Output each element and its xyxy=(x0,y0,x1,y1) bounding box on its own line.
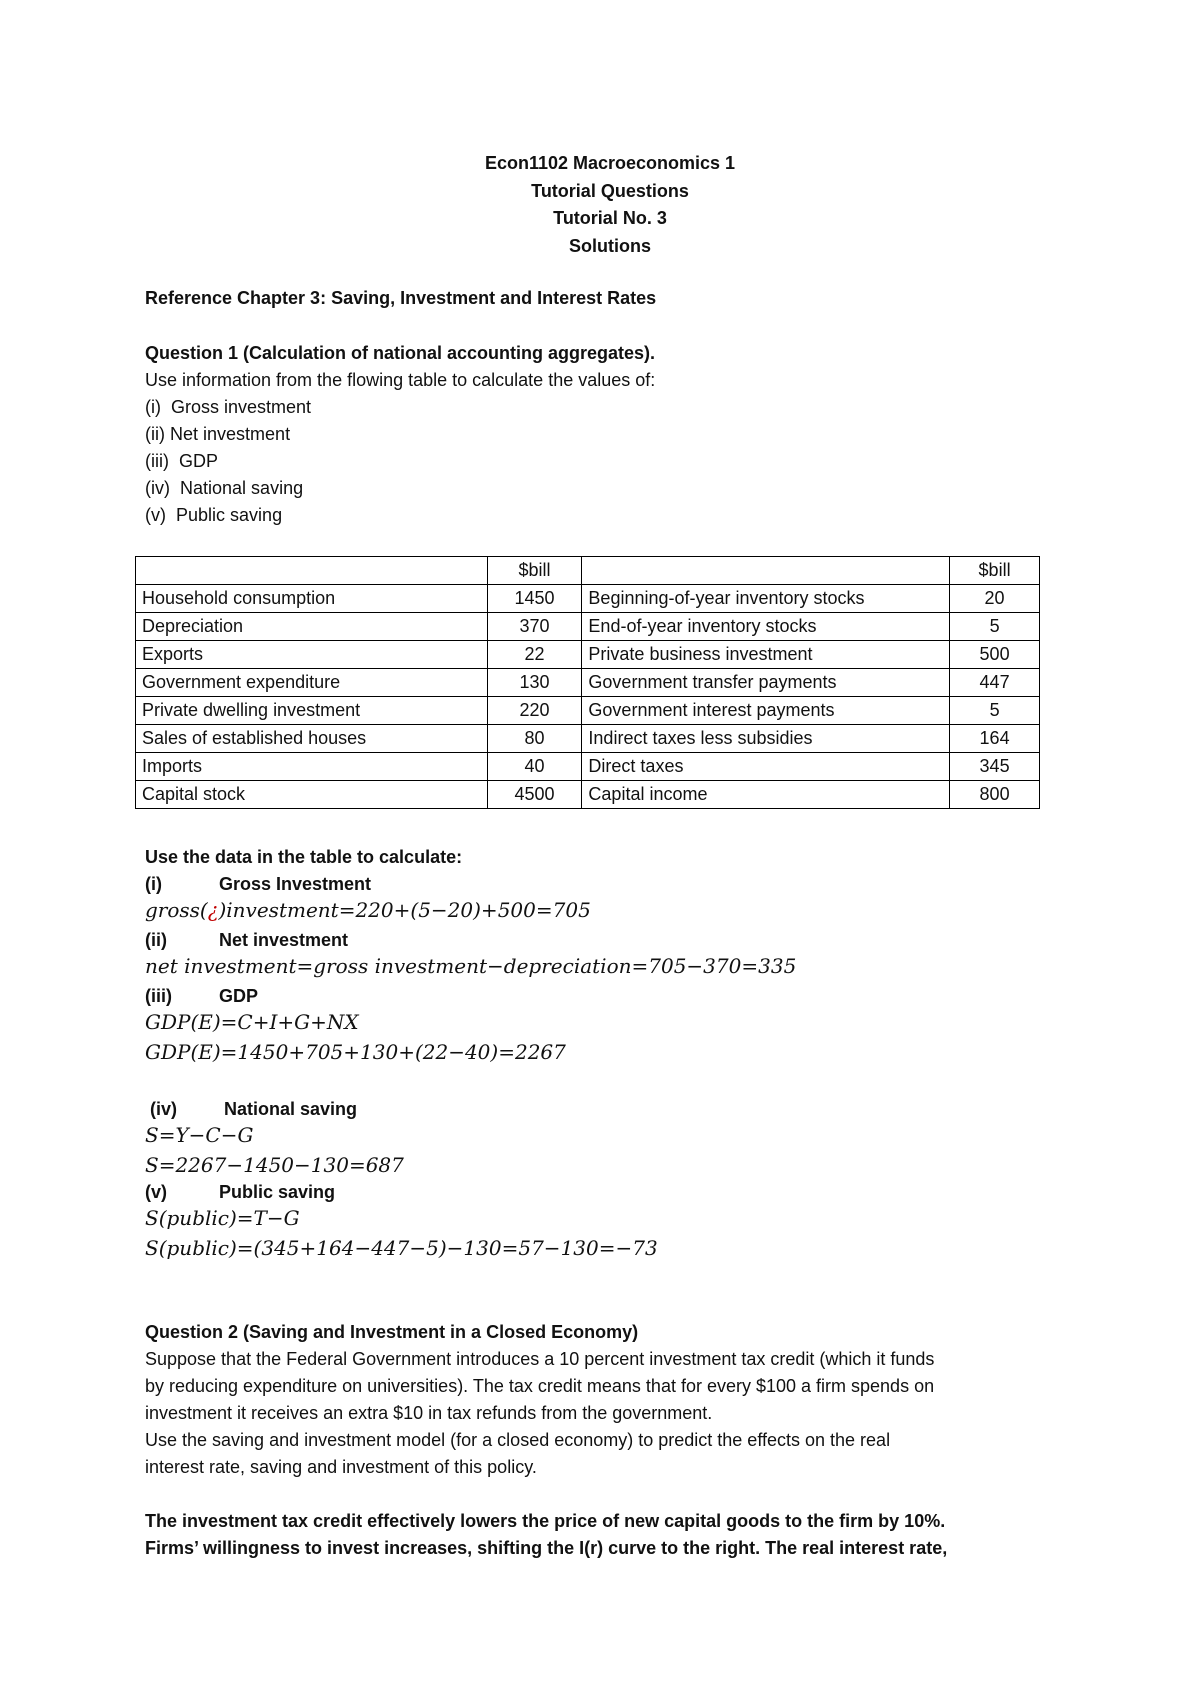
gdp-calculation: GDP(E)=1450+705+130+(22−40)=2267 xyxy=(145,1040,566,1064)
table-row xyxy=(136,669,1040,697)
solution-title: Public saving xyxy=(219,1182,336,1202)
solution-heading xyxy=(145,872,371,896)
row-label: Sales of established houses xyxy=(136,725,488,753)
solution-num: (ii) xyxy=(145,930,167,950)
course-title: Econ1102 Macroeconomics 1 xyxy=(484,153,736,173)
q1-item-num: (v) xyxy=(145,505,166,525)
solution-title: Net investment xyxy=(219,930,349,950)
gdp-equation: GDP(E)=C+I+G+NX xyxy=(145,1010,359,1034)
q1-item-text: Net investment xyxy=(170,424,291,444)
q2-text: investment it receives an extra $10 in tax refunds from the government. xyxy=(145,1403,713,1423)
national-saving-calculation: S=2267−1450−130=687 xyxy=(145,1153,404,1177)
q2-answer: The investment tax credit effectively lowers the price of new capital goods to the firm by 10%. xyxy=(145,1511,946,1531)
q1-item xyxy=(145,422,290,446)
q1-intro: Use information from the flowing table to calculate the values of: xyxy=(145,370,656,390)
q1-item xyxy=(145,395,311,419)
solution-num: (iv) xyxy=(150,1099,177,1119)
row-value: 370 xyxy=(487,613,582,641)
row-value: 345 xyxy=(950,753,1040,781)
solution-heading xyxy=(150,1097,357,1121)
row-value: 40 xyxy=(487,753,582,781)
solution-heading xyxy=(145,984,258,1008)
row-value: 80 xyxy=(487,725,582,753)
q2-text: Suppose that the Federal Government introduces a 10 percent investment tax credit (which it funds xyxy=(145,1349,935,1369)
row-value: 220 xyxy=(487,697,582,725)
solutions-intro: Use the data in the table to calculate: xyxy=(145,847,463,867)
reference-line: Reference Chapter 3: Saving, Investment and Interest Rates xyxy=(145,288,657,308)
row-label: Private dwelling investment xyxy=(136,697,488,725)
row-value: 4500 xyxy=(487,781,582,809)
solution-num: (iii) xyxy=(145,986,172,1006)
row-label: Exports xyxy=(136,641,488,669)
row-label: End-of-year inventory stocks xyxy=(582,613,950,641)
q2-answer: Firms’ willingness to invest increases, shifting the I(r) curve to the right. The real interest rate, xyxy=(145,1538,948,1558)
q1-item-text: Public saving xyxy=(176,505,283,525)
q1-item xyxy=(145,449,218,473)
solution-heading xyxy=(145,1180,335,1204)
row-label: Capital income xyxy=(582,781,950,809)
row-value: 447 xyxy=(950,669,1040,697)
table-cell xyxy=(136,557,488,585)
document-header xyxy=(145,150,1075,260)
row-value: 5 xyxy=(950,697,1040,725)
table-row xyxy=(136,697,1040,725)
row-label: Beginning-of-year inventory stocks xyxy=(582,585,950,613)
table-header-row xyxy=(136,557,1040,585)
public-saving-calculation: S(public)=(345+164−447−5)−130=57−130=−73 xyxy=(145,1236,658,1260)
row-value: 5 xyxy=(950,613,1040,641)
solution-title: National saving xyxy=(224,1099,358,1119)
unit-header: $bill xyxy=(950,557,1040,585)
tutorial-number: Tutorial No. 3 xyxy=(553,208,667,228)
table-row xyxy=(136,641,1040,669)
missing-char-glyph: ¿ xyxy=(207,898,219,922)
doc-subtitle: Tutorial Questions xyxy=(531,180,689,201)
row-label: Indirect taxes less subsidies xyxy=(582,725,950,753)
row-label: Government expenditure xyxy=(136,669,488,697)
solution-title: GDP xyxy=(219,986,259,1006)
solution-num: (v) xyxy=(145,1182,167,1202)
table-cell xyxy=(582,557,950,585)
q1-item-num: (iii) xyxy=(145,451,169,471)
row-value: 1450 xyxy=(487,585,582,613)
table-row xyxy=(136,781,1040,809)
gross-investment-equation: gross(¿)investment=220+(5−20)+500=705 xyxy=(145,898,591,922)
row-value: 130 xyxy=(487,669,582,697)
row-label: Government transfer payments xyxy=(582,669,950,697)
net-investment-equation: net investment=gross investment−depreciation=705−370=335 xyxy=(145,954,797,978)
data-table xyxy=(135,556,1040,809)
q2-text: by reducing expenditure on universities). The tax credit means that for every $100 a firm spends on xyxy=(145,1376,935,1396)
q1-item-text: National saving xyxy=(180,478,304,498)
q1-title: Question 1 (Calculation of national accounting aggregates). xyxy=(145,343,656,363)
q1-item-text: GDP xyxy=(179,451,219,471)
q2-text: Use the saving and investment model (for a closed economy) to predict the effects on the real xyxy=(145,1430,891,1450)
q1-item-num: (ii) xyxy=(145,424,165,444)
row-label: Government interest payments xyxy=(582,697,950,725)
public-saving-equation: S(public)=T−G xyxy=(145,1206,300,1230)
row-label: Imports xyxy=(136,753,488,781)
q1-item xyxy=(145,476,303,500)
solutions-label: Solutions xyxy=(569,235,651,256)
q1-item xyxy=(145,503,282,527)
q2-title: Question 2 (Saving and Investment in a Closed Economy) xyxy=(145,1322,639,1342)
row-label: Capital stock xyxy=(136,781,488,809)
row-value: 22 xyxy=(487,641,582,669)
table-row xyxy=(136,585,1040,613)
q1-item-text: Gross investment xyxy=(171,397,312,417)
row-value: 800 xyxy=(950,781,1040,809)
unit-header: $bill xyxy=(487,557,582,585)
row-label: Private business investment xyxy=(582,641,950,669)
solution-title: Gross Investment xyxy=(219,874,372,894)
table-row xyxy=(136,753,1040,781)
solution-heading xyxy=(145,928,348,952)
row-value: 164 xyxy=(950,725,1040,753)
row-label: Depreciation xyxy=(136,613,488,641)
national-saving-equation: S=Y−C−G xyxy=(145,1123,254,1147)
q1-item-num: (i) xyxy=(145,397,161,417)
solution-num: (i) xyxy=(145,874,162,894)
table-row xyxy=(136,613,1040,641)
row-label: Household consumption xyxy=(136,585,488,613)
row-label: Direct taxes xyxy=(582,753,950,781)
row-value: 20 xyxy=(950,585,1040,613)
q2-text: interest rate, saving and investment of this policy. xyxy=(145,1457,537,1477)
row-value: 500 xyxy=(950,641,1040,669)
q1-item-num: (iv) xyxy=(145,478,170,498)
table-row xyxy=(136,725,1040,753)
